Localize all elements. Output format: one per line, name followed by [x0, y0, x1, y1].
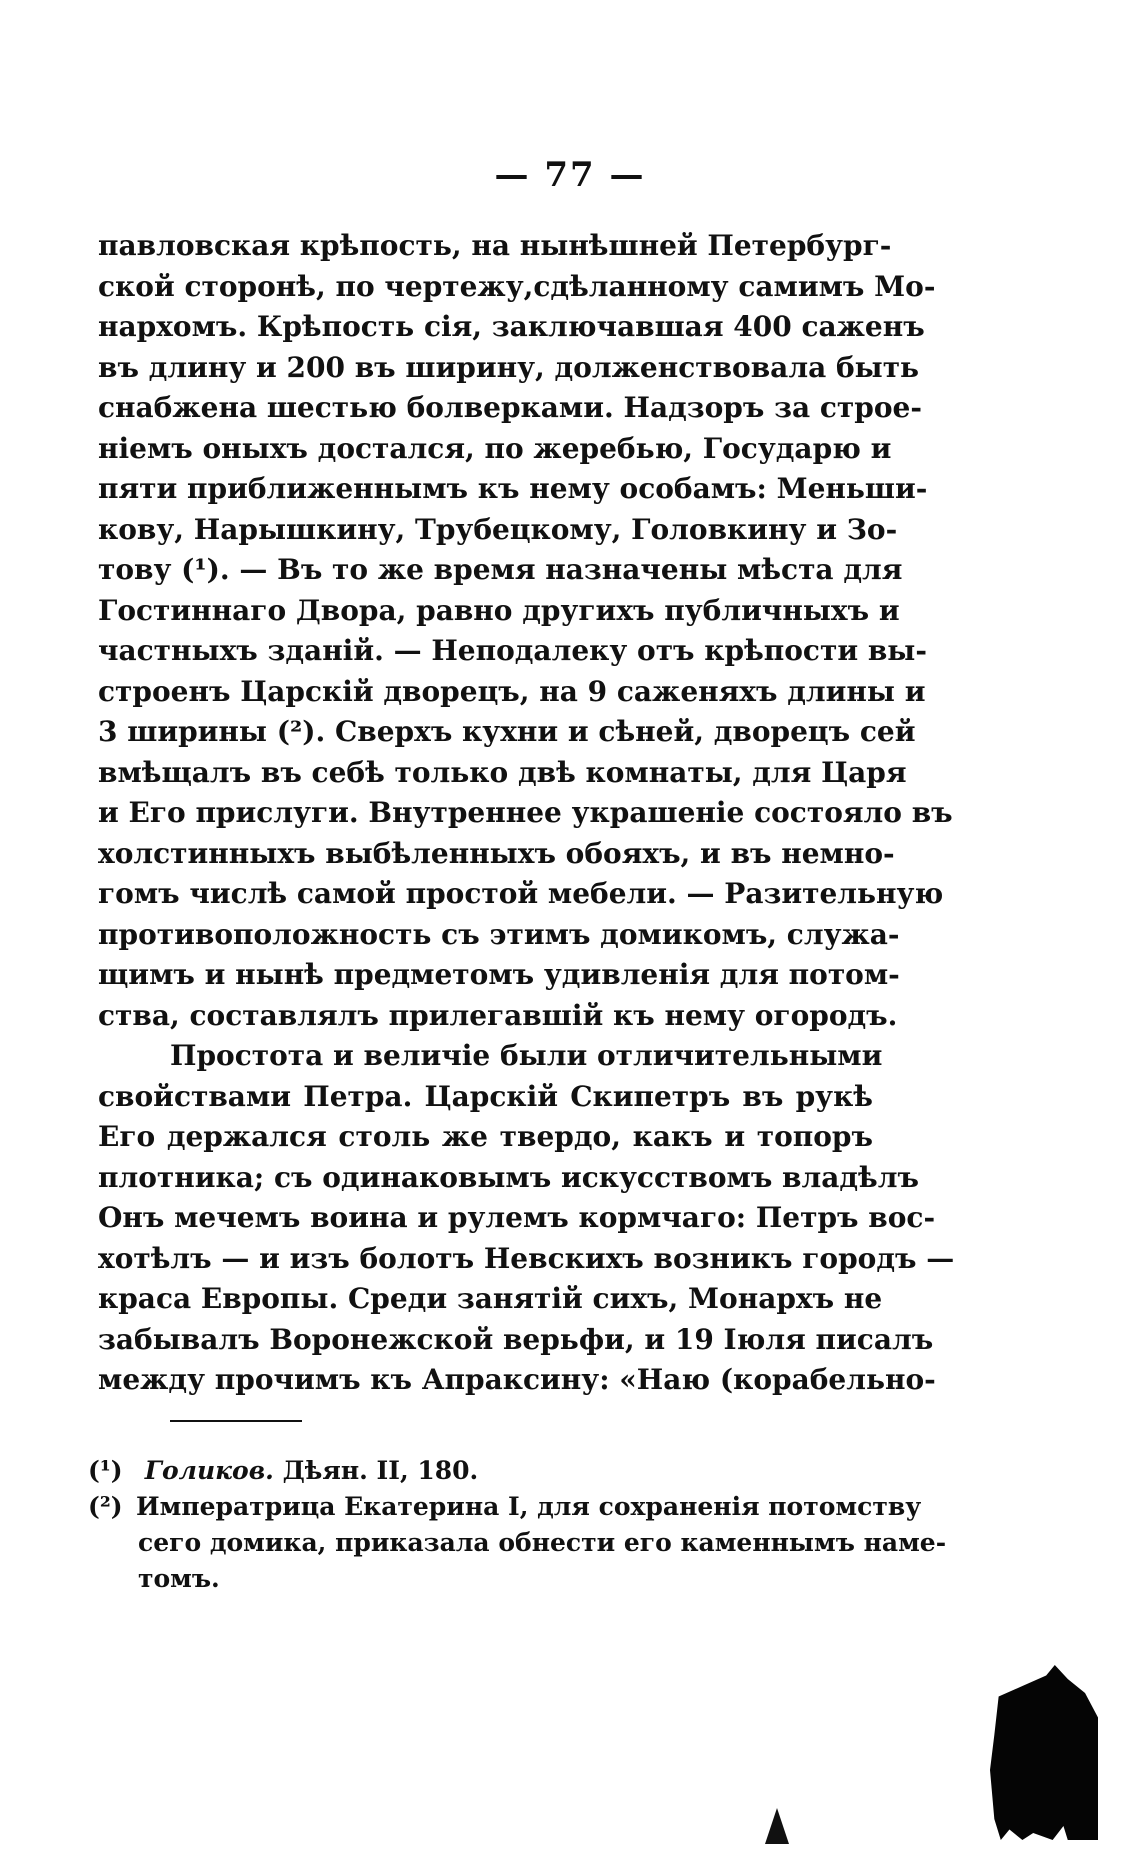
page-number: — 77 —: [494, 155, 646, 195]
text-line: Простота и величіе были отличительными: [170, 1039, 883, 1072]
text-line: ства, составлялъ прилегавшій къ нему огородъ.: [98, 998, 898, 1032]
text-line: снабжена шестью болверками. Надзоръ за строе-: [98, 391, 922, 424]
text-line: холстинныхъ выбѣленныхъ обояхъ, и въ немно-: [98, 836, 895, 870]
footnote-text: Императрица Екатерина I, для сохраненія потомству: [136, 1492, 922, 1521]
text-line: краса Европы. Среди занятій сихъ, Монархъ не: [98, 1282, 883, 1315]
text-line: гомъ числѣ самой простой мебели. — Разительную: [98, 877, 944, 910]
ink-mark: [765, 1808, 789, 1844]
text-line: Онъ мечемъ воина и рулемъ кормчаго: Петръ вос-: [98, 1201, 936, 1234]
text-line: въ длину и 200 въ ширину, долженствовала быть: [98, 350, 920, 384]
footnote-2: [88, 1489, 922, 1525]
footnote-divider: [170, 1420, 302, 1422]
text-line: Его держался столь же твердо, какъ и топоръ: [98, 1120, 873, 1153]
ink-blot: [990, 1665, 1098, 1840]
text-line: вмѣщалъ въ себѣ только двѣ комнаты, для Царя: [98, 755, 907, 789]
text-line: тову (¹). — Въ то же время назначены мѣста для: [98, 553, 903, 586]
text-line: между прочимъ къ Апраксину: «Наю (корабельно-: [98, 1363, 936, 1396]
text-line: пяти приближеннымъ къ нему особамъ: Меньши-: [98, 472, 928, 505]
footnote-2-line: томъ.: [138, 1564, 220, 1593]
text-line: противоположность съ этимъ домикомъ, служа-: [98, 917, 900, 951]
text-line: плотника; съ одинаковымъ искусствомъ владѣлъ: [98, 1160, 919, 1194]
footnote-marker: (¹): [88, 1456, 123, 1485]
text-line: хотѣлъ — и изъ болотъ Невскихъ возникъ городъ —: [98, 1241, 955, 1275]
text-line: частныхъ зданій. — Неподалеку отъ крѣпости вы-: [98, 634, 927, 667]
body-text: [98, 226, 955, 1401]
text-line: щимъ и нынѣ предметомъ удивленія для потом-: [98, 958, 900, 991]
text-line: 3 ширины (²). Сверхъ кухни и сѣней, дворецъ сей: [98, 715, 916, 748]
text-line: строенъ Царскій дворецъ, на 9 саженяхъ длины и: [98, 674, 926, 708]
footnote-1: [88, 1453, 873, 1489]
footnote-text: Дѣян. II, 180.: [282, 1456, 479, 1485]
footnote-marker: (²): [88, 1492, 123, 1521]
text-line: Гостиннаго Двора, равно другихъ публичныхъ и: [98, 593, 900, 627]
footnote-source: Голиков.: [144, 1456, 274, 1485]
footnote-2-line: сего домика, приказала обнести его каменнымъ наме-: [138, 1528, 947, 1557]
footnotes: [88, 1453, 947, 1597]
text-line: свойствами Петра. Царскій Скипетръ въ рукѣ: [98, 1079, 873, 1113]
text-line: нархомъ. Крѣпость сія, заключавшая 400 саженъ: [98, 310, 925, 343]
text-line: ніемъ оныхъ достался, по жеребью, Государю и: [98, 431, 892, 465]
text-line: павловская крѣпость, на нынѣшней Петербург-: [98, 229, 892, 262]
text-line: забывалъ Воронежской верьфи, и 19 Іюля писалъ: [98, 1322, 934, 1356]
text-line: кову, Нарышкину, Трубецкому, Головкину и Зо-: [98, 512, 898, 546]
text-line: и Его прислуги. Внутреннее украшеніе состояло въ: [98, 796, 953, 829]
text-line: ской сторонѣ, по чертежу,сдѣланному самимъ Мо-: [98, 269, 936, 303]
